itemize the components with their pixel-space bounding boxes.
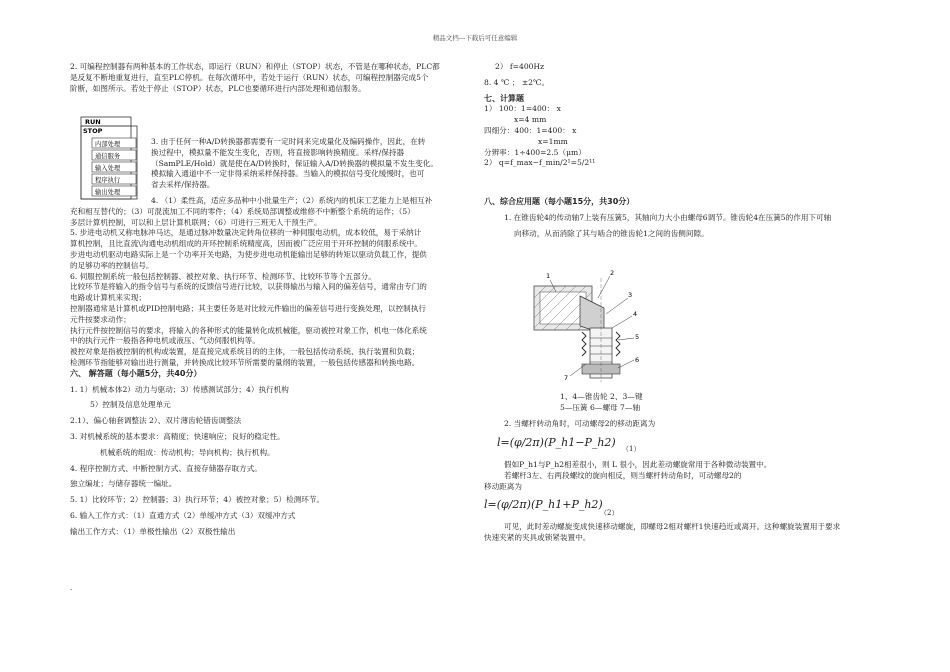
q2-conclusion-line1: 可见，此时差动螺旋变成快速移动螺旋，即螺母2相对螺杆1快速趋近或离开。这种螺旋装置用于要求: [504, 522, 841, 531]
caption-line1: 1、4—锥齿轮 2、3—键: [560, 392, 643, 401]
fig-num-3: 3: [628, 291, 633, 299]
answer-6-line9: 检测环节指能够对输出进行测量，并转换成比较环节所需要的量纲的装置，一般包括传感器和转换电路。: [70, 357, 420, 367]
section-6-title: 六、 解答题（每小题5分，共40分）: [70, 368, 202, 378]
sec6-answer-6: 6. 输入工作方式：（1）直通方式（2）单缓冲方式（3）双缓冲方式: [70, 510, 296, 520]
sec6-answer-1: 1. 1）机械本体2）动力与驱动；3）传感测试部分；4）执行机构: [70, 384, 289, 394]
answer-6-line2: 比较环节是将输入的指令信号与系统的反馈信号进行比较，以获得输出与输入间的偏差信号，通常由专门的: [70, 282, 427, 292]
equation-1-number: （1）: [622, 445, 641, 453]
answer-6-line5: 元件按要求动作；: [70, 314, 131, 324]
answer-8: 8. 4 ℃ ； ±2℃。: [484, 77, 550, 87]
calc-6: 2） q=f_max−f_min/2¹=5/2¹¹: [484, 158, 596, 168]
equation-2-number: （2）: [600, 509, 619, 517]
sec6-answer-4: 4. 程序控制方式、中断控制方式、直接存储器存取方式。: [70, 463, 262, 473]
caption-line2: 5—压簧 6—螺母 7—轴: [560, 402, 641, 412]
step-internal: 内部处理: [95, 141, 121, 148]
q1-line1: 1. 在锥齿轮4的传动轴7上装有压簧5，其轴向力大小由螺母6调节。锥齿轮4在压簧5的作用下可轴: [504, 212, 832, 222]
equation-2: l=(φ/2π)(P_h1+P_h2): [484, 498, 603, 511]
left-column: [70, 62, 470, 94]
equation-1: l=(φ/2π)(P_h1−P_h2): [497, 436, 616, 449]
answer-3-line3: （SamPLE/Hold）就是使在A/D转换时，保证输入A/D转换器的模拟量不发生变化。: [151, 158, 438, 168]
figure-caption: [560, 392, 643, 414]
answer-5-line4: 的足够功率的控制信号。: [70, 260, 154, 270]
answer-2-line1: 2. 可编程控制器有两种基本的工作状态，即运行（RUN）和停止（STOP）状态，不管是在哪种状态，PLC都: [70, 62, 440, 71]
answer-6-line6: 执行元件按控制信号的要求，将输入的各种形式的能量转化成机械能，驱动被控对象工作，机电一体化系统: [70, 325, 427, 335]
step-comm: 通信服务: [95, 153, 121, 160]
answer-3-line1: 3. 由于任何一种A/D转换器都需要有一定时间来完成量化及编码操作，因此，在转: [151, 137, 426, 146]
calc-4: x=1mm: [538, 136, 568, 146]
q2-block: [484, 419, 655, 430]
sec6-answer-3b: 机械系统的组成：传动机构；导向机构；执行机构。: [100, 447, 275, 457]
section-8-title: 八、综合应用题（每小题15分，共30分）: [484, 197, 635, 207]
footer-dot: .: [70, 584, 73, 592]
section-7-title: 七、计算题: [484, 93, 524, 103]
answer-5-line2: 算机控制，且比直流\沟通电动机组成的开环控制系统精度高，因而被广泛应用于开环控制的伺服系统中。: [70, 239, 422, 249]
sec6-answer-4b: 独立编址；与储存器统一编址。: [70, 479, 177, 489]
calc-5: 分辨率：1÷400=2.5（μm）: [484, 147, 586, 157]
answer-6-line1: 6. 伺服控制系统一般包括控制器、被控对象、执行环节、检测环节、比较环节等个五部分。: [70, 271, 376, 281]
answer-4-line3: 多层计算机控制，可以和上层计算机联网；（6）可进行三班无人干预生产。: [70, 217, 322, 227]
sec6-answer-2: 2.1）、偏心轴套调整法 2）、双片薄齿轮错齿调整法: [70, 416, 242, 426]
q2-conclusion: [484, 522, 840, 544]
answer-3-line5: 省去采样/保持器。: [151, 180, 215, 190]
q2-conclusion-line2: 快速夹紧的夹具或锁紧装置中。: [484, 532, 591, 542]
fig-num-2: 2: [610, 269, 615, 277]
answer-5-line1: 5. 步进电动机又称电脉冲马达，是通过脉冲数量决定转角位移的一种伺服电动机，成本较低，易于采纳计: [70, 228, 422, 238]
calc-1: 1） 100：1=400： x: [484, 104, 561, 114]
step-input: 输入处理: [95, 165, 121, 172]
right-column: [484, 62, 884, 240]
answer-freq: 2） f=400Hz: [495, 62, 545, 71]
answer-2-line2: 是反复不断地重复进行，直至PLC停机。在每次循环中，若处于运行（RUN）状态，可编程控制器完成5个: [70, 72, 429, 82]
stop-label: STOP: [83, 127, 103, 135]
q2-line2: 若螺杆3左、右两段螺纹的旋向相反，则当螺杆转动角时，可动螺母2的: [504, 470, 742, 480]
answer-5-line3: 步进电动机驱动电路实际上是一个功率开关电路，为使步进电动机能输出足够的转矩以驱动负载工作，提供: [70, 249, 427, 259]
run-label: RUN: [85, 118, 101, 126]
q2-line1: 假如P_h1与P_h2相差很小，则 L 很小，因此差动螺旋常用于各种微动装置中。: [504, 460, 772, 469]
answer-3: [151, 137, 438, 191]
cycle-steps: [92, 138, 136, 196]
answer-3-line2: 换过程中，模拟量不能发生变化，否则，将直接影响转换精度。采样/保持器: [151, 147, 405, 157]
sec6-answer-1b: 5）控制及信息处理单元: [90, 400, 171, 410]
answer-2-line3: 阶断，如图所示。若处于停止（STOP）状态，PLC也要循环进行内部处理和通信服务。: [70, 83, 366, 93]
fig-num-5: 5: [635, 333, 640, 341]
fig-num-7: 7: [564, 374, 569, 382]
answer-4-line1: 4. （1）柔性高，适应多品种中小批量生产；（2）系统内的机床工艺能力上是相互补: [151, 196, 433, 205]
fig-num-6: 6: [635, 356, 640, 364]
q2-line3: 移动距离为: [484, 481, 522, 491]
answer-6-line4: 控制器通常是计算机或PID控制电路；其主要任务是对比较元件输出的偏差信号进行变换处理，以控制执行: [70, 303, 426, 313]
page-header: 精品文档---下载后可任意编辑: [432, 34, 518, 42]
q1-line2: 向移动，从而消除了其与啮合的锥齿轮1之间的齿侧间隙。: [514, 228, 709, 238]
step-output: 输出处理: [95, 189, 121, 196]
calc-2: x=4 mm: [514, 115, 547, 125]
fig-num-1: 1: [546, 272, 551, 280]
answer-6-line3: 电路或计算机来实现；: [70, 293, 146, 303]
sec6-answer-3: 3. 对机械系统的基本要求：高精度；快速响应；良好的稳定性。: [70, 431, 285, 441]
answer-4-line2: 充和相互替代的；（3）可混流加工不同的零件；（4）系统局部调整或维修不中断整个系统的运作；（5）: [70, 206, 415, 216]
bevel-gear-figure: [520, 268, 660, 384]
sec6-answer-5: 5. 1）比较环节；2）控制器；3）执行环节；4）被控对象；5）检测环节。: [70, 495, 325, 505]
fig-num-4: 4: [633, 310, 638, 318]
answer-6-line7: 中的执行元件一般指各种电机或液压、气动伺服机构等。: [70, 336, 260, 346]
answer-3-line4: 模拟输入通道中不一定非得采纳采样保持器。当输入的模拟信号变化缓慢时，也可: [151, 169, 425, 179]
step-program: 程序执行: [95, 177, 121, 184]
sec6-answer-6b: 输出工作方式：（1）单极性输出（2）双极性输出: [70, 526, 236, 536]
answer-6-line8: 被控对象是指被控制的机构或装置，是直接完成系统目的的主体，一般包括传动系统、执行装置和负载；: [70, 347, 420, 357]
q2-explanation: [484, 460, 771, 492]
calc-3: 四细分：400：1=400： x: [484, 125, 577, 135]
answers-4-to-6: [70, 196, 432, 538]
plc-cycle-diagram: [80, 116, 150, 202]
q2-intro: 2. 当螺杆转动角时，可动螺母2的移动距离为: [504, 419, 656, 428]
